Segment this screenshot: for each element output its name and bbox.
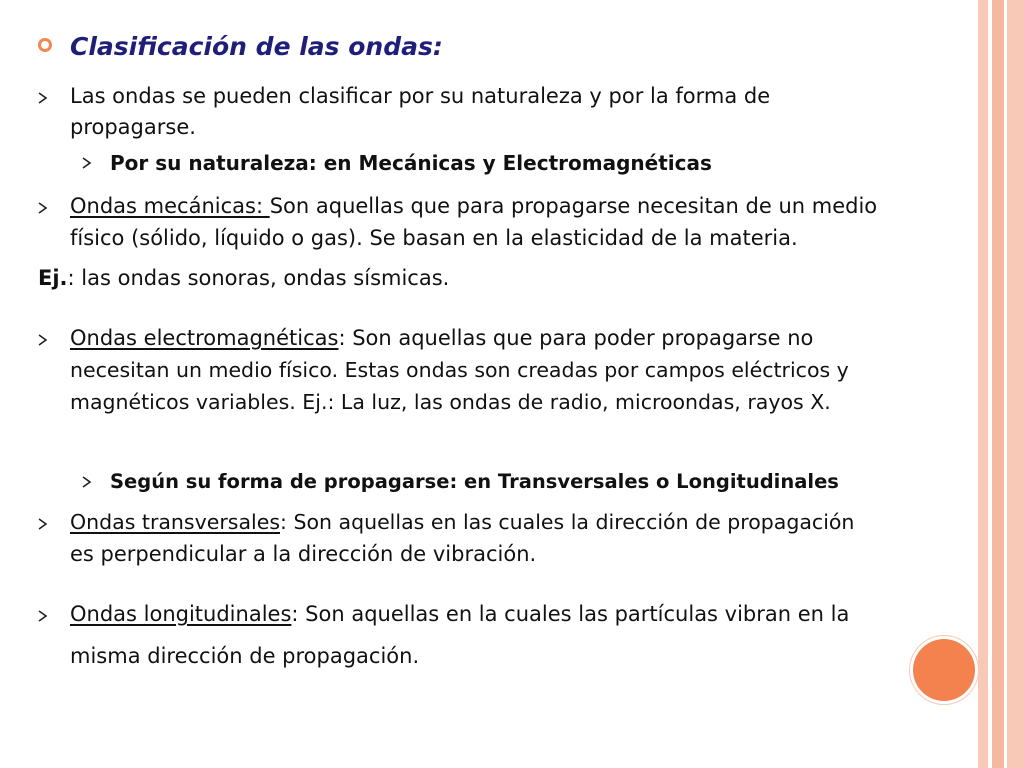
- title-bullet-icon: [38, 38, 52, 52]
- electromagneticas-line: necesitan un medio físico. Estas ondas son creadas por campos eléctricos y: [70, 358, 849, 382]
- electromagneticas-text: : Son aquellas que para poder propagarse no: [338, 326, 814, 350]
- subheading-forma: Según su forma de propagarse: en Transversales o Longitudinales: [110, 470, 839, 493]
- longitudinales-line: misma dirección de propagación.: [70, 644, 420, 668]
- ejemplo-text: : las ondas sonoras, ondas sísmicas.: [67, 266, 450, 290]
- ejemplo-line: [38, 262, 449, 294]
- arrow-bullet-icon: [36, 609, 50, 623]
- transversales-text: : Son aquellas en las cuales la dirección de propagación: [280, 510, 855, 534]
- mecanicas-text: Son aquellas que para propagarse necesitan de un medio: [269, 194, 878, 218]
- mecanicas-line: físico (sólido, líquido o gas). Se basan en la elasticidad de la materia.: [70, 226, 798, 250]
- mecanicas-line: [70, 190, 877, 222]
- arrow-bullet-icon: [36, 201, 50, 215]
- arrow-bullet-icon: [36, 517, 50, 531]
- intro-line: propagarse.: [70, 115, 196, 139]
- transversales-term: Ondas transversales: [70, 510, 281, 534]
- longitudinales-text: : Son aquellas en la cuales las partículas vibran en la: [291, 602, 850, 626]
- ejemplo-label: Ej.: [38, 266, 68, 290]
- arrow-bullet-icon: [36, 91, 50, 105]
- transversales-line: es perpendicular a la dirección de vibración.: [70, 542, 537, 566]
- mecanicas-term: Ondas mecánicas:: [70, 194, 270, 218]
- longitudinales-term: Ondas longitudinales: [70, 602, 292, 626]
- intro-line: Las ondas se pueden clasificar por su naturaleza y por la forma de: [70, 84, 771, 108]
- subheading-naturaleza: Por su naturaleza: en Mecánicas y Electromagnéticas: [110, 151, 712, 175]
- arrow-bullet-icon: [80, 156, 94, 170]
- arrow-bullet-icon: [80, 475, 94, 489]
- transversales-line: [70, 506, 854, 538]
- longitudinales-line: [70, 598, 849, 630]
- electromagneticas-line: [70, 322, 813, 354]
- slide-title: Clasificación de las ondas:: [70, 32, 443, 61]
- arrow-bullet-icon: [36, 333, 50, 347]
- electromagneticas-term: Ondas electromagnéticas: [70, 326, 339, 350]
- electromagneticas-line: magnéticos variables. Ej.: La luz, las ondas de radio, microondas, rayos X.: [70, 390, 831, 414]
